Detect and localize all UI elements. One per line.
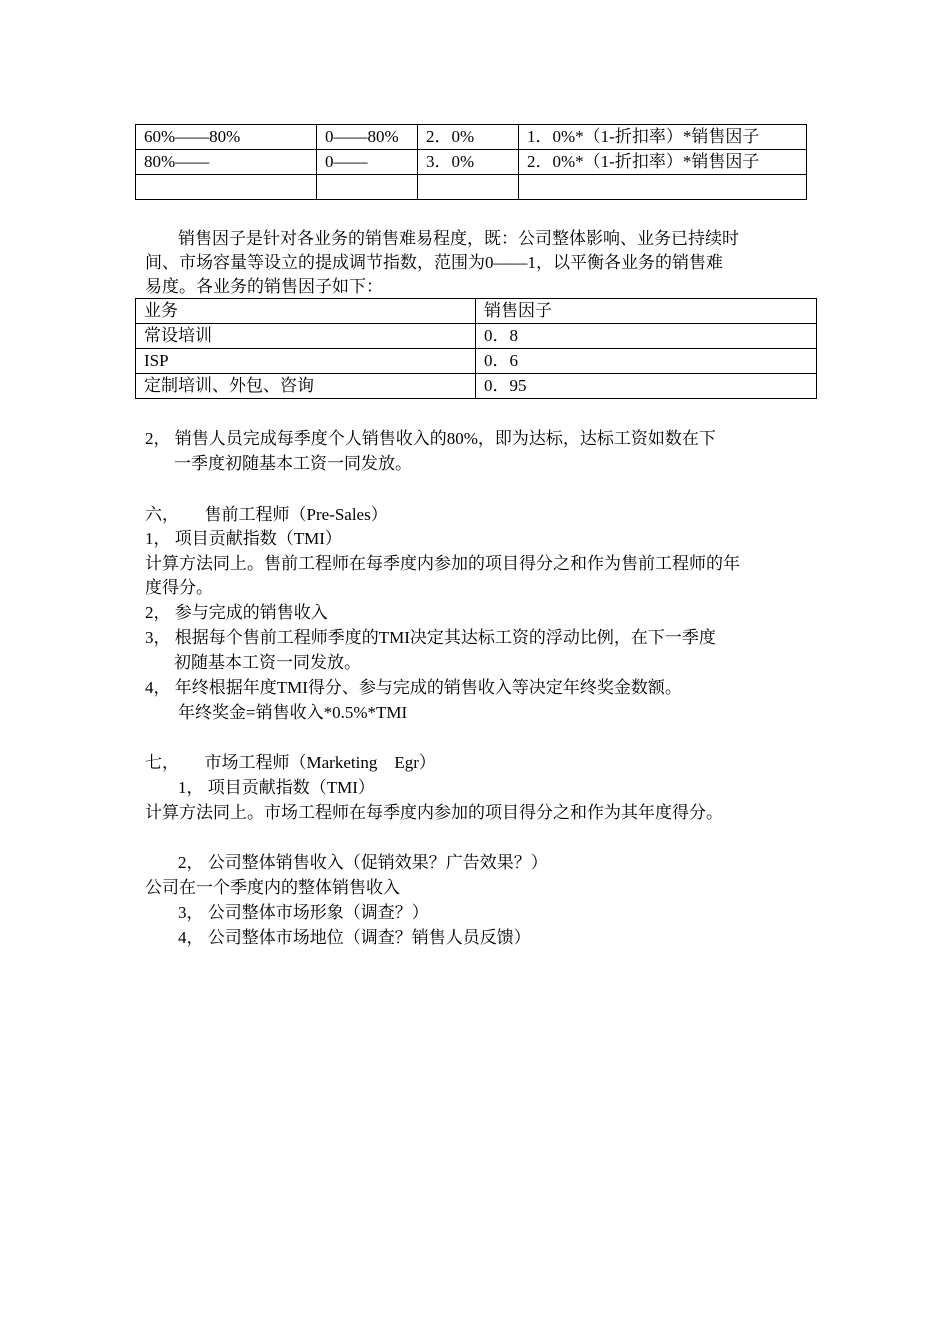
table-row	[136, 374, 817, 399]
table-cell: 80%——	[136, 150, 317, 175]
table-cell: 常设培训	[136, 324, 476, 349]
paragraph-line: 计算方法同上。售前工程师在每季度内参加的项目得分之和作为售前工程师的年	[145, 554, 740, 573]
table-row	[136, 150, 807, 175]
table-row	[136, 175, 807, 200]
table-cell	[136, 175, 317, 200]
list-item: 2， 销售人员完成每季度个人销售收入的80%，即为达标，达标工资如数在下	[145, 429, 716, 448]
list-item-continuation: 一季度初随基本工资一同发放。	[174, 454, 412, 473]
table-cell: 定制培训、外包、咨询	[136, 374, 476, 399]
table-cell: 60%——80%	[136, 125, 317, 150]
table-header-cell: 业务	[136, 299, 476, 324]
table-row	[136, 125, 807, 150]
table-row	[136, 324, 817, 349]
paragraph-line: 计算方法同上。市场工程师在每季度内参加的项目得分之和作为其年度得分。	[145, 803, 723, 822]
table-row	[136, 349, 817, 374]
sales-factor-table	[135, 298, 817, 399]
formula-line: 年终奖金=销售收入*0.5%*TMI	[178, 703, 408, 722]
table-cell: 3．0%	[418, 150, 519, 175]
list-item-continuation: 初随基本工资一同发放。	[174, 653, 361, 672]
table-header-cell: 销售因子	[476, 299, 817, 324]
paragraph-line: 公司在一个季度内的整体销售收入	[145, 878, 400, 897]
table-cell	[519, 175, 807, 200]
section-heading: 七， 市场工程师（Marketing Egr）	[145, 753, 436, 772]
paragraph-line: 度得分。	[145, 578, 213, 597]
section-heading: 六， 售前工程师（Pre-Sales）	[145, 505, 388, 524]
list-item: 4， 公司整体市场地位（调查？销售人员反馈）	[178, 928, 531, 947]
table-cell: ISP	[136, 349, 476, 374]
table-cell	[418, 175, 519, 200]
commission-table	[135, 124, 807, 200]
list-item: 3， 根据每个售前工程师季度的TMI决定其达标工资的浮动比例，在下一季度	[145, 628, 716, 647]
intro-paragraph-line: 间、市场容量等设立的提成调节指数，范围为0——1，以平衡各业务的销售难	[145, 253, 723, 272]
table-cell: 0——80%	[317, 125, 418, 150]
table-cell: 0——	[317, 150, 418, 175]
list-item: 1， 项目贡献指数（TMI）	[145, 529, 342, 548]
intro-paragraph-line: 易度。各业务的销售因子如下：	[145, 277, 383, 296]
list-item: 4， 年终根据年度TMI得分、参与完成的销售收入等决定年终奖金数额。	[145, 678, 682, 697]
table-header-row	[136, 299, 817, 324]
table-cell: 0．6	[476, 349, 817, 374]
list-item: 2， 公司整体销售收入（促销效果？广告效果？）	[178, 853, 548, 872]
table-cell: 2．0%*（1-折扣率）*销售因子	[519, 150, 807, 175]
table-cell: 2．0%	[418, 125, 519, 150]
table-cell: 1．0%*（1-折扣率）*销售因子	[519, 125, 807, 150]
table-cell	[317, 175, 418, 200]
list-item: 1， 项目贡献指数（TMI）	[178, 778, 375, 797]
table-cell: 0．8	[476, 324, 817, 349]
table-cell: 0．95	[476, 374, 817, 399]
list-item: 3， 公司整体市场形象（调查？）	[178, 903, 429, 922]
list-item: 2， 参与完成的销售收入	[145, 603, 328, 622]
intro-paragraph-line: 销售因子是针对各业务的销售难易程度，既：公司整体影响、业务已持续时	[178, 229, 739, 248]
